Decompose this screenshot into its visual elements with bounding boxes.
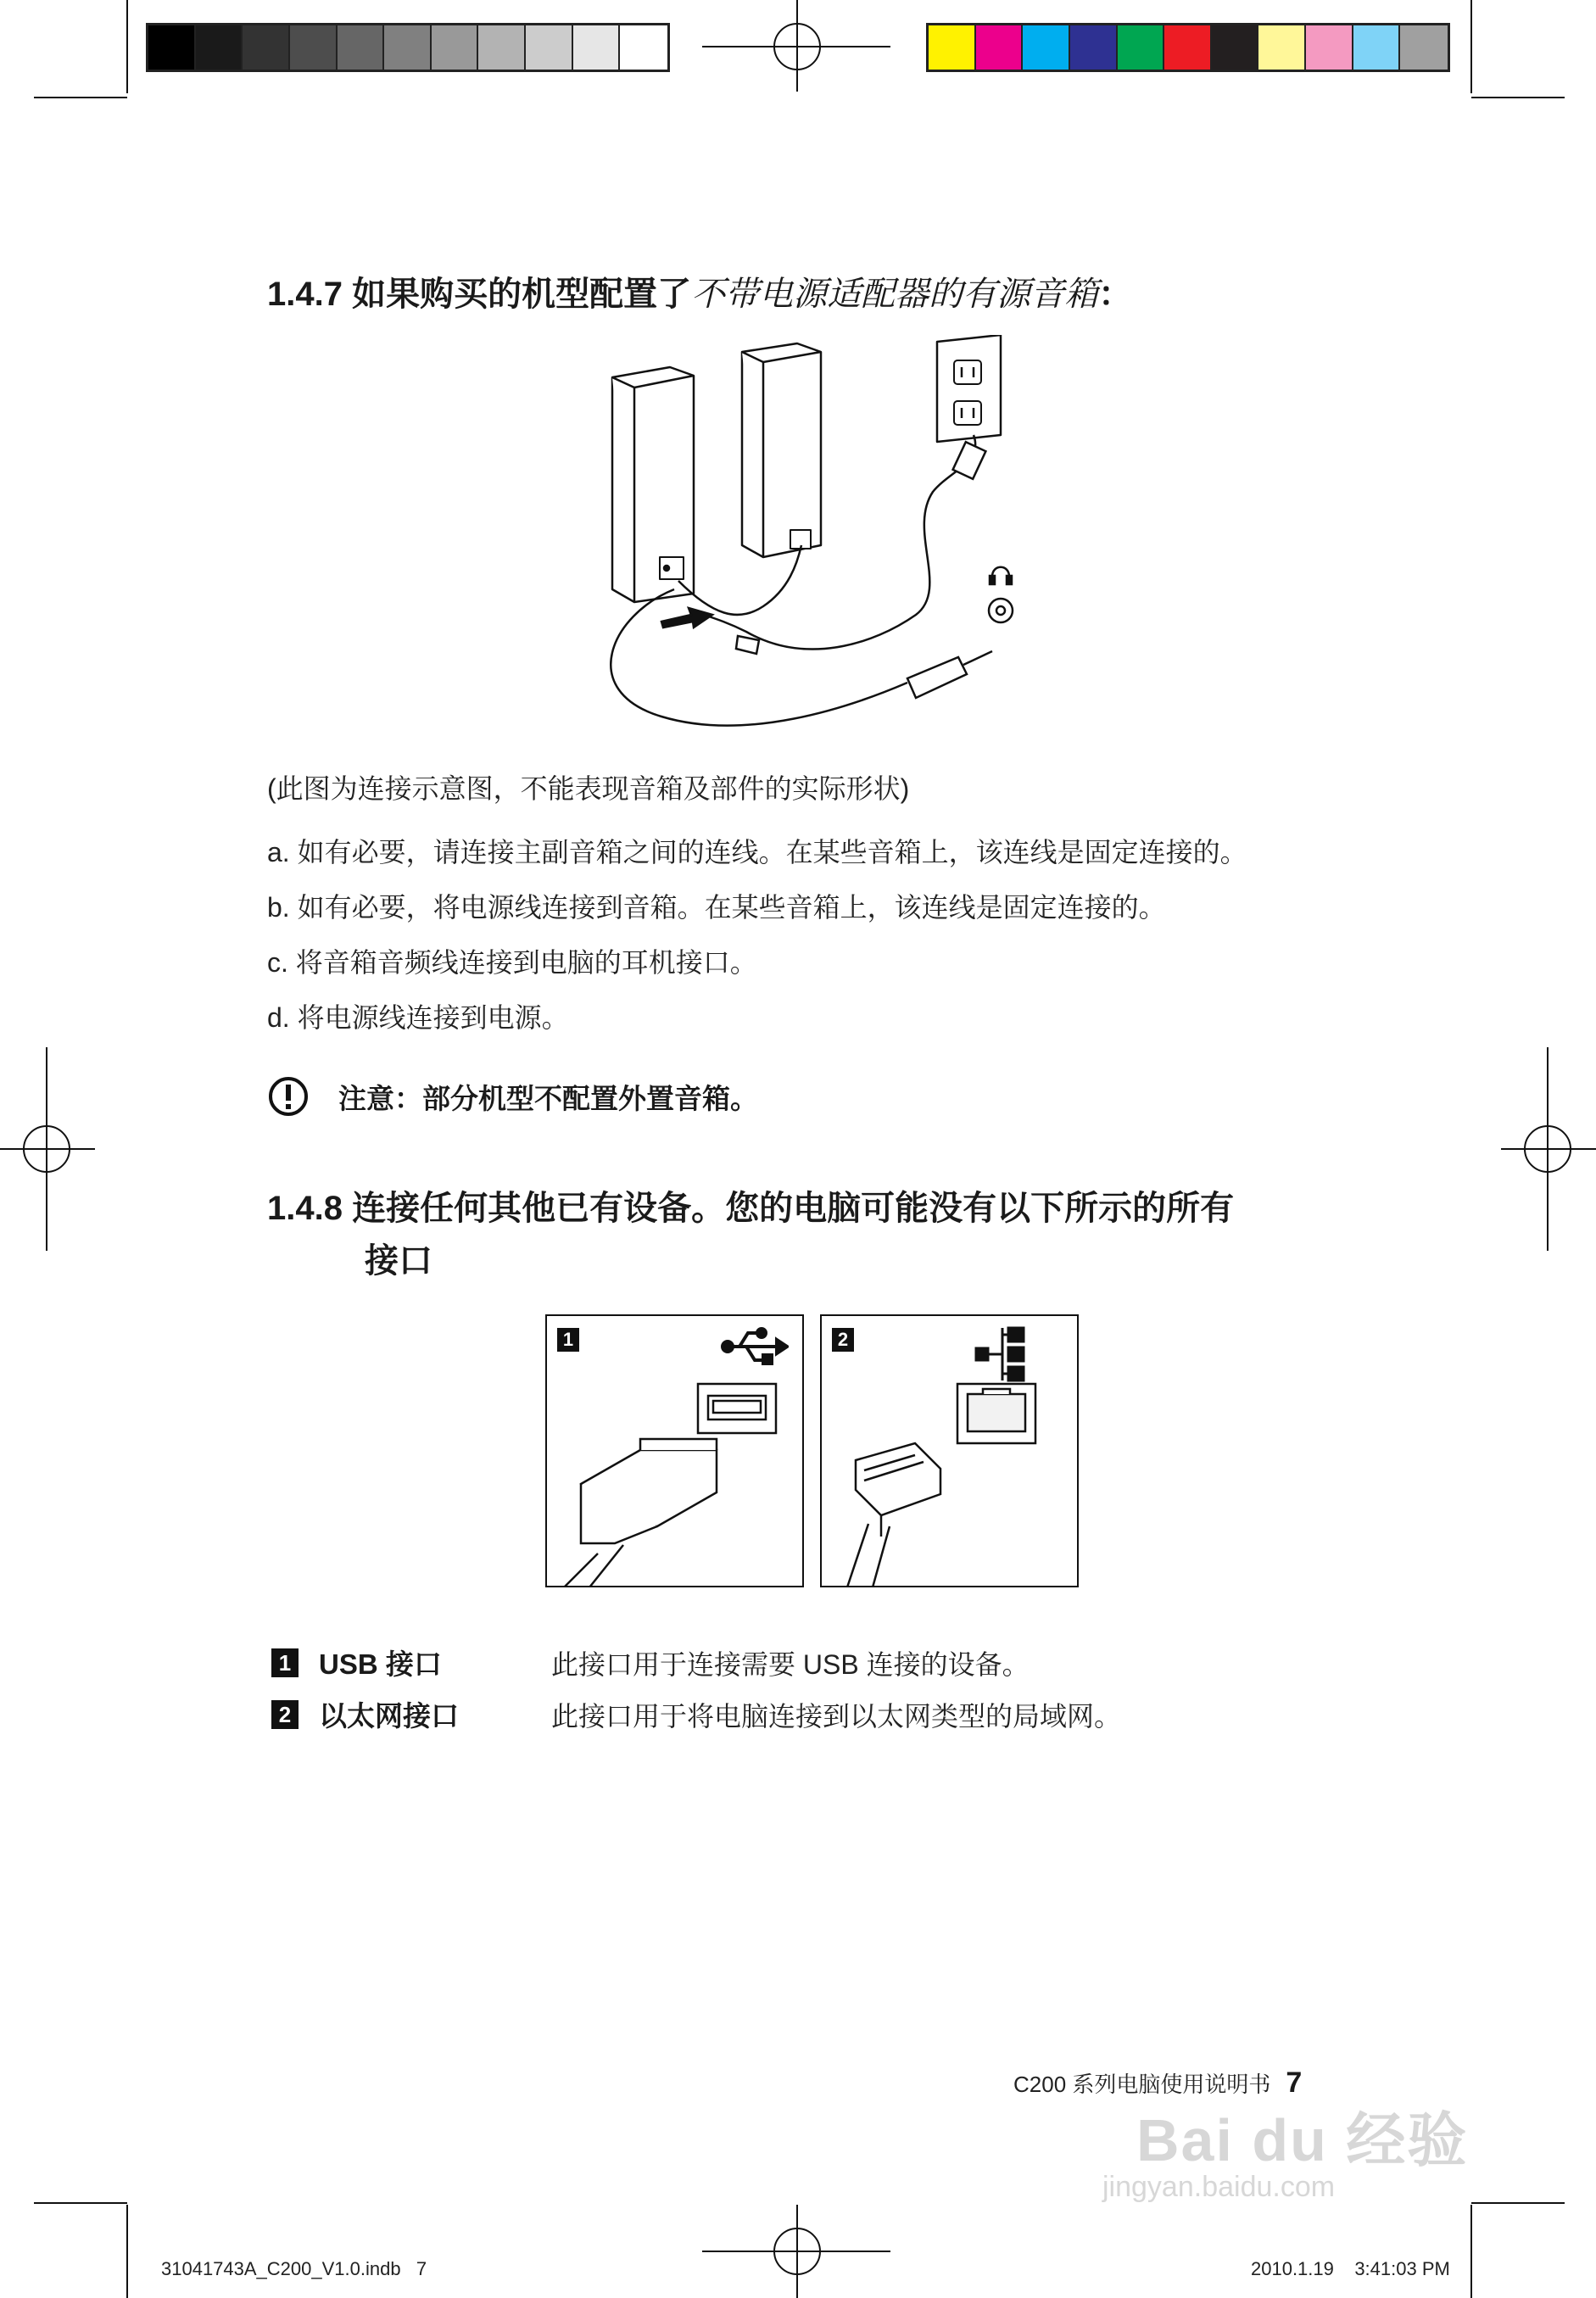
- ethernet-port-panel: [820, 1314, 1079, 1587]
- section-number: 1.4.7: [267, 276, 343, 313]
- section-148-heading-line2: 接口: [365, 1242, 432, 1280]
- port-badge: 1: [271, 1648, 299, 1677]
- watermark-url: jingyan.baidu.com: [1102, 2171, 1336, 2203]
- section-147-heading: [267, 267, 1132, 315]
- section-number: 1.4.8: [267, 1190, 343, 1227]
- panel-badge-2: 2: [832, 1328, 854, 1352]
- step-d: d. 将电源线连接到电源。: [267, 1002, 569, 1033]
- ethernet-port-illustration: [822, 1375, 1078, 1587]
- note: [267, 1075, 758, 1118]
- usb-icon: [721, 1326, 789, 1367]
- section-title-plain: 如果购买的机型配置了: [352, 276, 692, 313]
- port-label: USB 接口: [319, 1648, 442, 1680]
- exclamation-circle-icon: [267, 1075, 310, 1118]
- port-label: 以太网接口: [319, 1700, 459, 1732]
- port-description: 此接口用于连接需要 USB 连接的设备。: [551, 1648, 1030, 1680]
- figure-caption: (此图为连接示意图，不能表现音箱及部件的实际形状): [267, 773, 910, 804]
- print-timestamp: 2010.1.19 3:41:03 PM: [1251, 2258, 1450, 2279]
- step-b: b. 如有必要，将电源线连接到音箱。在某些音箱上，该连线是固定连接的。: [267, 892, 1166, 923]
- usb-port-panel: [545, 1314, 804, 1587]
- port-row-usb: [271, 1643, 1030, 1682]
- speaker-connection-illustration: [594, 335, 1035, 733]
- section-148-heading: [267, 1181, 1234, 1230]
- baidu-jingyan-watermark: Bai du 经验: [1136, 2107, 1469, 2173]
- running-title: C200 系列电脑使用说明书: [1013, 2072, 1271, 2097]
- page-number: 7: [1286, 2067, 1303, 2099]
- panel-badge-1: 1: [557, 1328, 579, 1352]
- port-badge: 2: [271, 1700, 299, 1729]
- step-a: a. 如有必要，请连接主副音箱之间的连线。在某些音箱上，该连线是固定连接的。: [267, 837, 1247, 867]
- port-description: 此接口用于将电脑连接到以太网类型的局域网。: [551, 1700, 1122, 1732]
- note-text: 注意：部分机型不配置外置音箱。: [338, 1081, 758, 1115]
- port-row-ethernet: [271, 1694, 1121, 1734]
- file-info: 31041743A_C200_V1.0.indb 7: [161, 2258, 427, 2279]
- section-title-italic: 不带电源适配器的有源音箱: [691, 276, 1099, 313]
- step-c: c. 将音箱音频线连接到电脑的耳机接口。: [267, 947, 757, 978]
- section-title-line1: 连接任何其他已有设备。您的电脑可能没有以下所示的所有: [352, 1190, 1235, 1227]
- section-title-end: ：: [1098, 276, 1133, 313]
- usb-port-illustration: [547, 1375, 803, 1587]
